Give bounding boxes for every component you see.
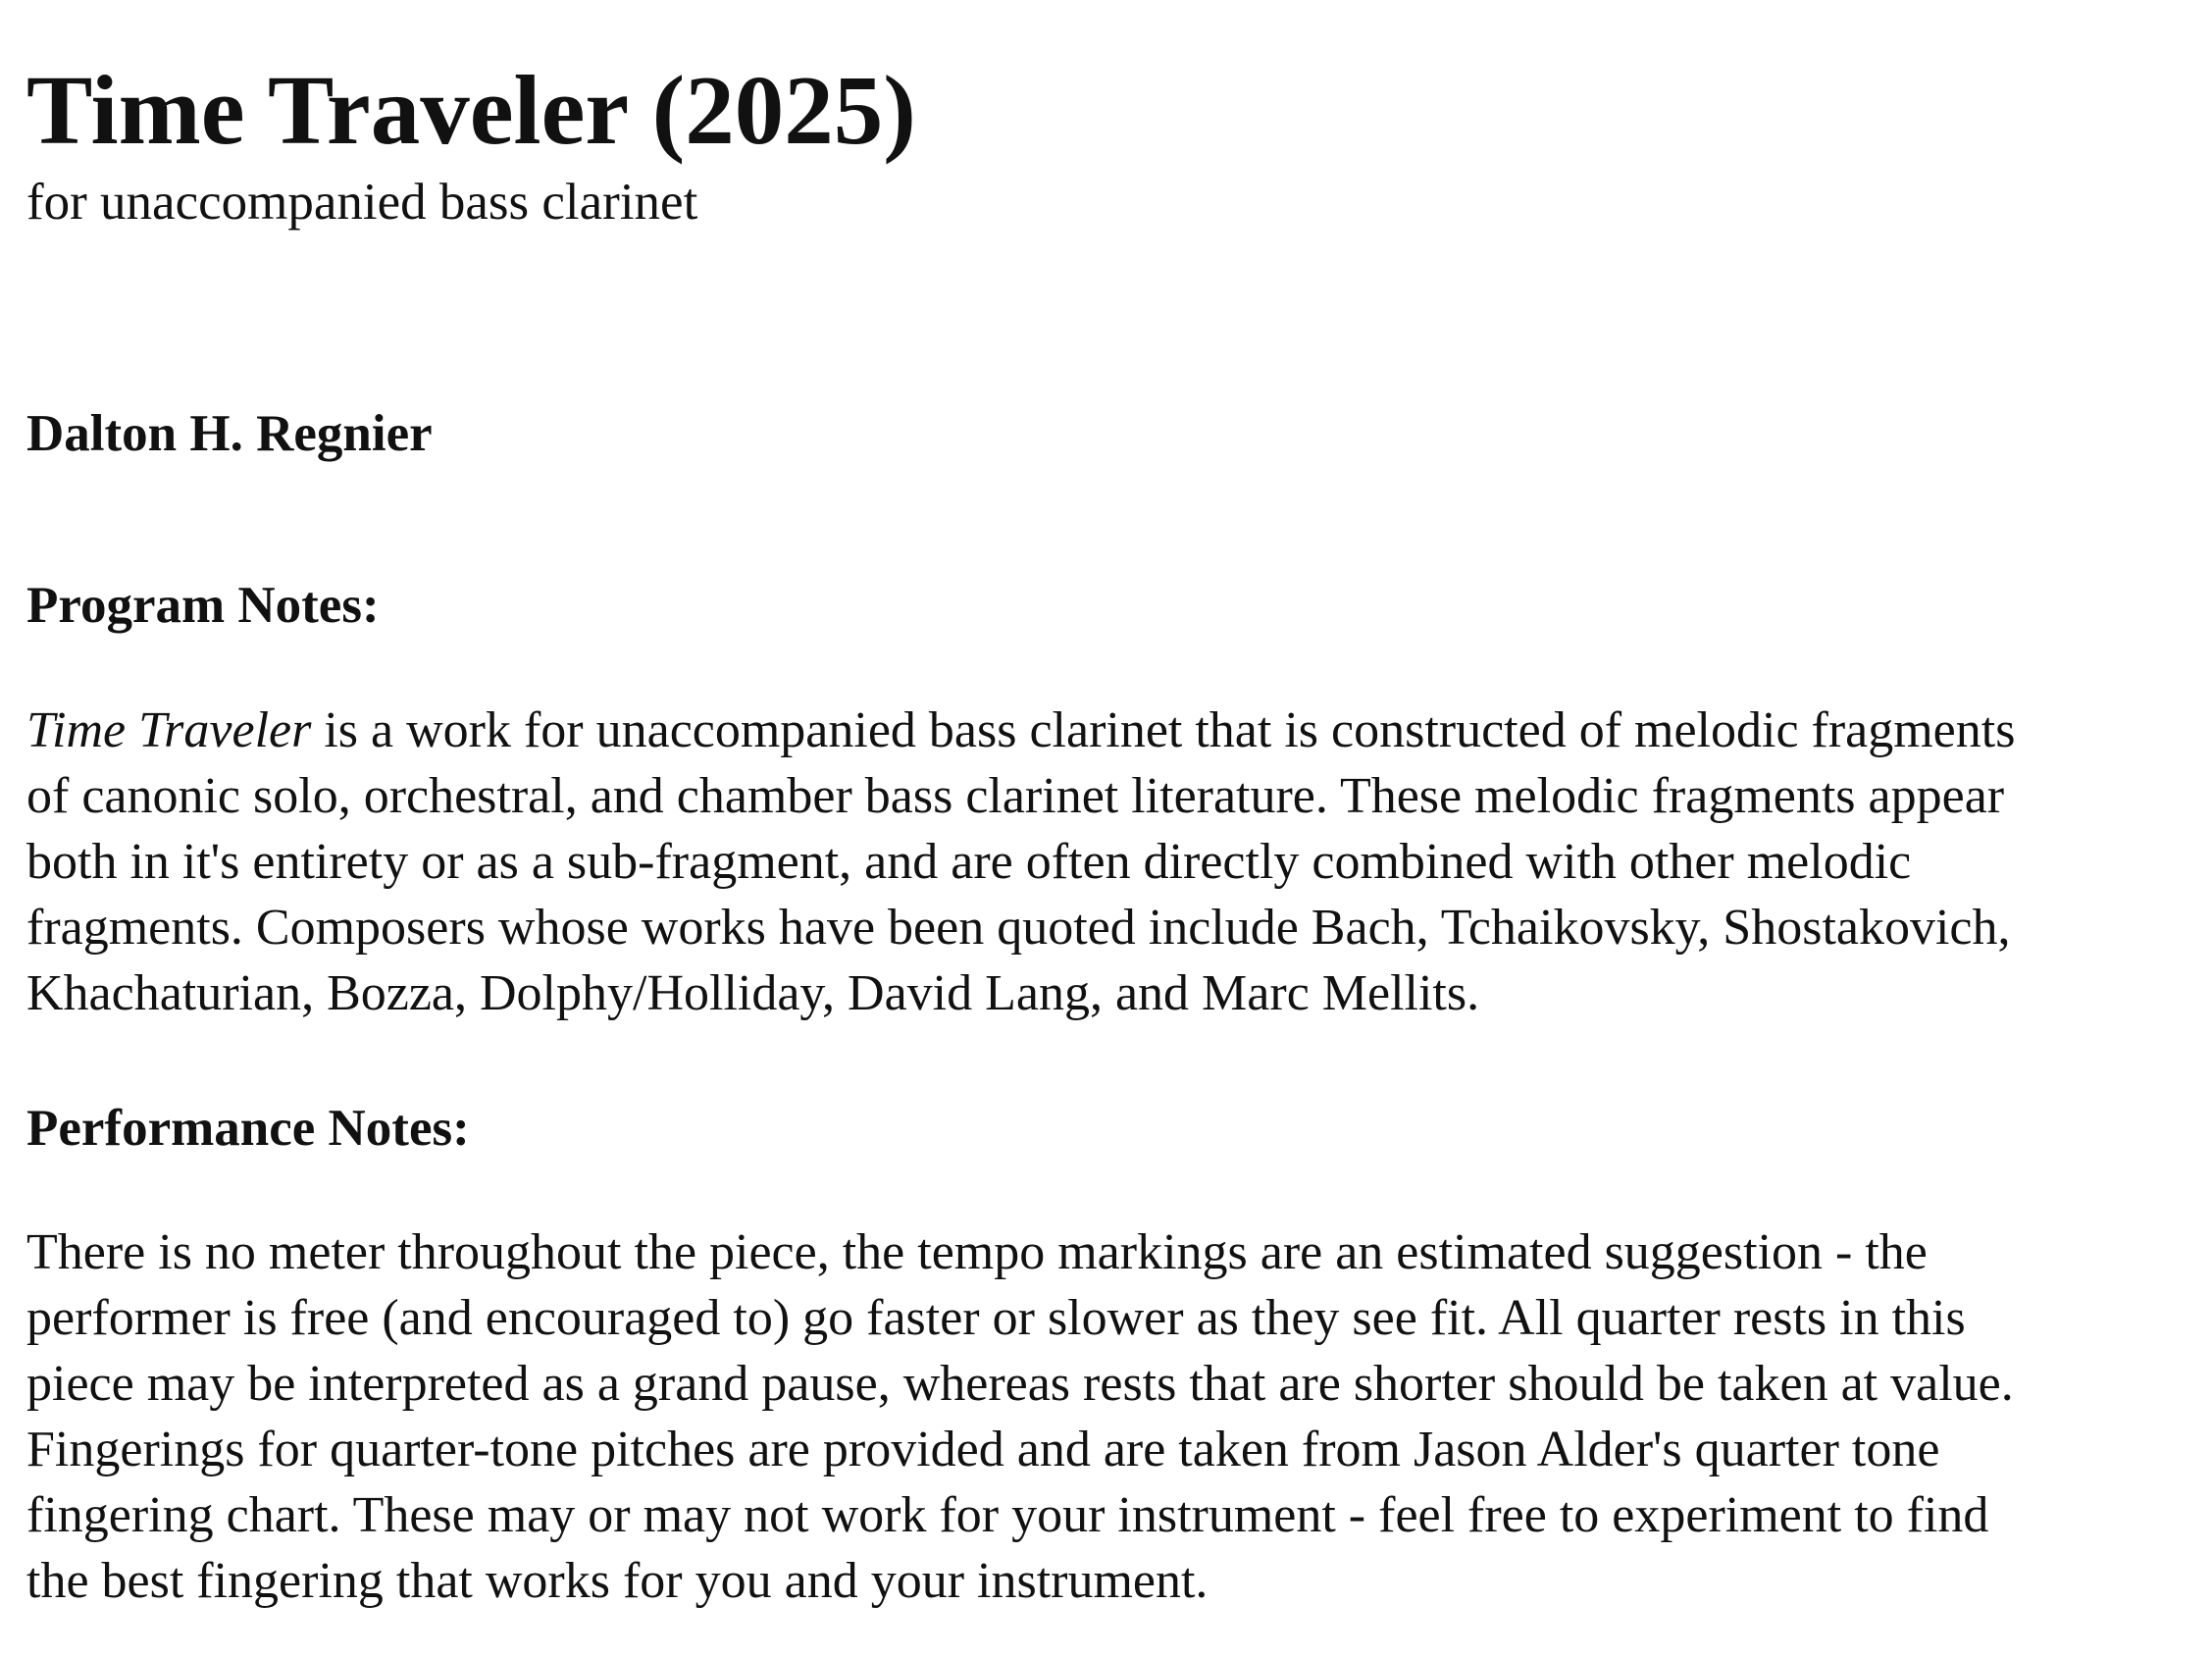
performance-notes-line: There is no meter throughout the piece, the tempo markings are an estimated suggestion - the (26, 1224, 1928, 1280)
performance-notes-line: the best fingering that works for you and your instrument. (26, 1553, 1209, 1609)
program-notes-heading: Program Notes: (26, 577, 380, 634)
performance-notes-heading: Performance Notes: (26, 1100, 470, 1157)
program-notes-line-text: is a work for unaccompanied bass clarinet that is constructed of melodic fragments (311, 702, 2016, 758)
performance-notes-line: piece may be interpreted as a grand pause, whereas rests that are shorter should be taken at value. (26, 1356, 2014, 1412)
composer-name: Dalton H. Regnier (26, 405, 433, 462)
program-notes-line: Khachaturian, Bozza, Dolphy/Holliday, David Lang, and Marc Mellits. (26, 965, 1480, 1021)
page-title: Time Traveler (2025) (26, 55, 916, 165)
performance-notes-paragraph (26, 1219, 2014, 1614)
performance-notes-line: fingering chart. These may or may not work for your instrument - feel free to experiment to find (26, 1487, 1989, 1543)
program-notes-line (26, 698, 2015, 763)
program-notes-line: both in it's entirety or as a sub-fragment, and are often directly combined with other melodic (26, 834, 1912, 890)
performance-notes-line: Fingerings for quarter-tone pitches are provided and are taken from Jason Alder's quarter tone (26, 1422, 1940, 1477)
work-title-italic: Time Traveler (26, 702, 312, 758)
program-notes-paragraph (26, 698, 2015, 1026)
page-subtitle: for unaccompanied bass clarinet (26, 174, 698, 231)
program-notes-line: of canonic solo, orchestral, and chamber bass clarinet literature. These melodic fragments appear (26, 768, 2005, 824)
program-notes-line: fragments. Composers whose works have been quoted include Bach, Tchaikovsky, Shostakovich, (26, 900, 2011, 956)
performance-notes-line: performer is free (and encouraged to) go faster or slower as they see fit. All quarter rests in this (26, 1290, 1966, 1346)
